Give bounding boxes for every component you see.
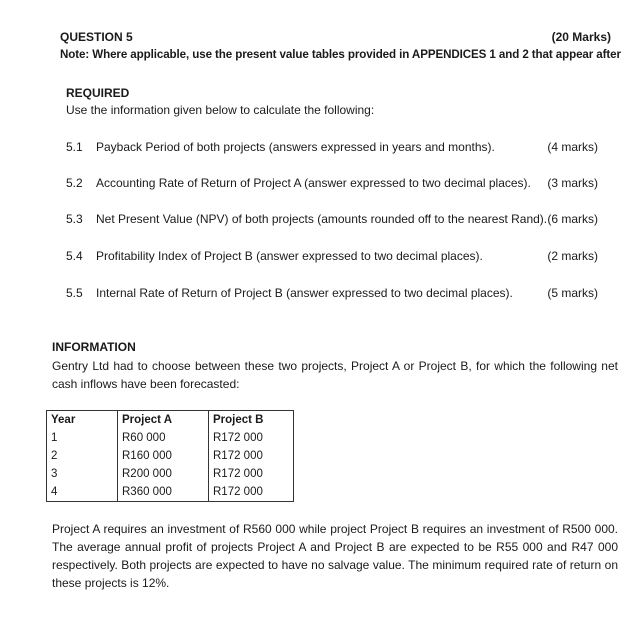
total-marks: (20 Marks) [551, 30, 611, 44]
cell-year: 4 [47, 483, 118, 502]
required-item [66, 140, 598, 156]
item-text: Internal Rate of Return of Project B (answer expressed to two decimal places). [96, 286, 513, 300]
cell-project-a: R60 000 [118, 429, 209, 447]
cell-year: 1 [47, 429, 118, 447]
header-project-a: Project A [118, 411, 209, 430]
cell-project-b: R172 000 [209, 483, 294, 502]
item-text: Net Present Value (NPV) of both projects (amounts rounded off to the nearest Rand). [96, 212, 548, 226]
required-item [66, 176, 598, 192]
table-row [47, 429, 294, 447]
item-number: 5.2 [66, 176, 83, 190]
cell-project-a: R160 000 [118, 447, 209, 465]
required-heading: REQUIRED [66, 86, 130, 100]
item-text: Accounting Rate of Return of Project A (answer expressed to two decimal places). [96, 176, 531, 190]
item-number: 5.3 [66, 212, 83, 226]
item-number: 5.1 [66, 140, 83, 154]
cell-year: 2 [47, 447, 118, 465]
cell-project-a: R360 000 [118, 483, 209, 502]
item-marks: (3 marks) [547, 176, 598, 190]
cash-inflows-table [46, 410, 294, 502]
table-header-row [47, 411, 294, 430]
item-text: Profitability Index of Project B (answer expressed to two decimal places). [96, 249, 483, 263]
cell-project-b: R172 000 [209, 429, 294, 447]
item-marks: (5 marks) [547, 286, 598, 300]
item-marks: (2 marks) [547, 249, 598, 263]
table-row [47, 483, 294, 502]
table-row [47, 465, 294, 483]
required-item [66, 212, 598, 228]
item-number: 5.4 [66, 249, 83, 263]
note-text: Note: Where applicable, use the present value tables provided in APPENDICES 1 and 2 that appear after [60, 48, 621, 61]
item-number: 5.5 [66, 286, 83, 300]
header-year: Year [47, 411, 118, 430]
required-intro: Use the information given below to calculate the following: [66, 103, 375, 117]
required-item [66, 286, 598, 302]
cell-project-b: R172 000 [209, 465, 294, 483]
cell-project-a: R200 000 [118, 465, 209, 483]
item-marks: (6 marks) [547, 212, 598, 226]
required-item [66, 249, 598, 265]
item-text: Payback Period of both projects (answers expressed in years and months). [96, 140, 495, 154]
information-paragraph: Gentry Ltd had to choose between these two projects, Project A or Project B, for which the following net cash inflows have been forecasted: [52, 359, 618, 391]
question-title: QUESTION 5 [60, 30, 133, 44]
cell-project-b: R172 000 [209, 447, 294, 465]
closing-paragraph: Project A requires an investment of R560 000 while project Project B requires an investment of R500 000. The average annual profit of projects Project A and Project B are expected to be R55 000 and R47 000 respectively. Both projects are expected to have no salvage value. The minimum required rate of return on these projects is 12%. [52, 522, 618, 590]
table-row [47, 447, 294, 465]
information-heading: INFORMATION [52, 340, 136, 354]
item-marks: (4 marks) [547, 140, 598, 154]
header-project-b: Project B [209, 411, 294, 430]
cell-year: 3 [47, 465, 118, 483]
